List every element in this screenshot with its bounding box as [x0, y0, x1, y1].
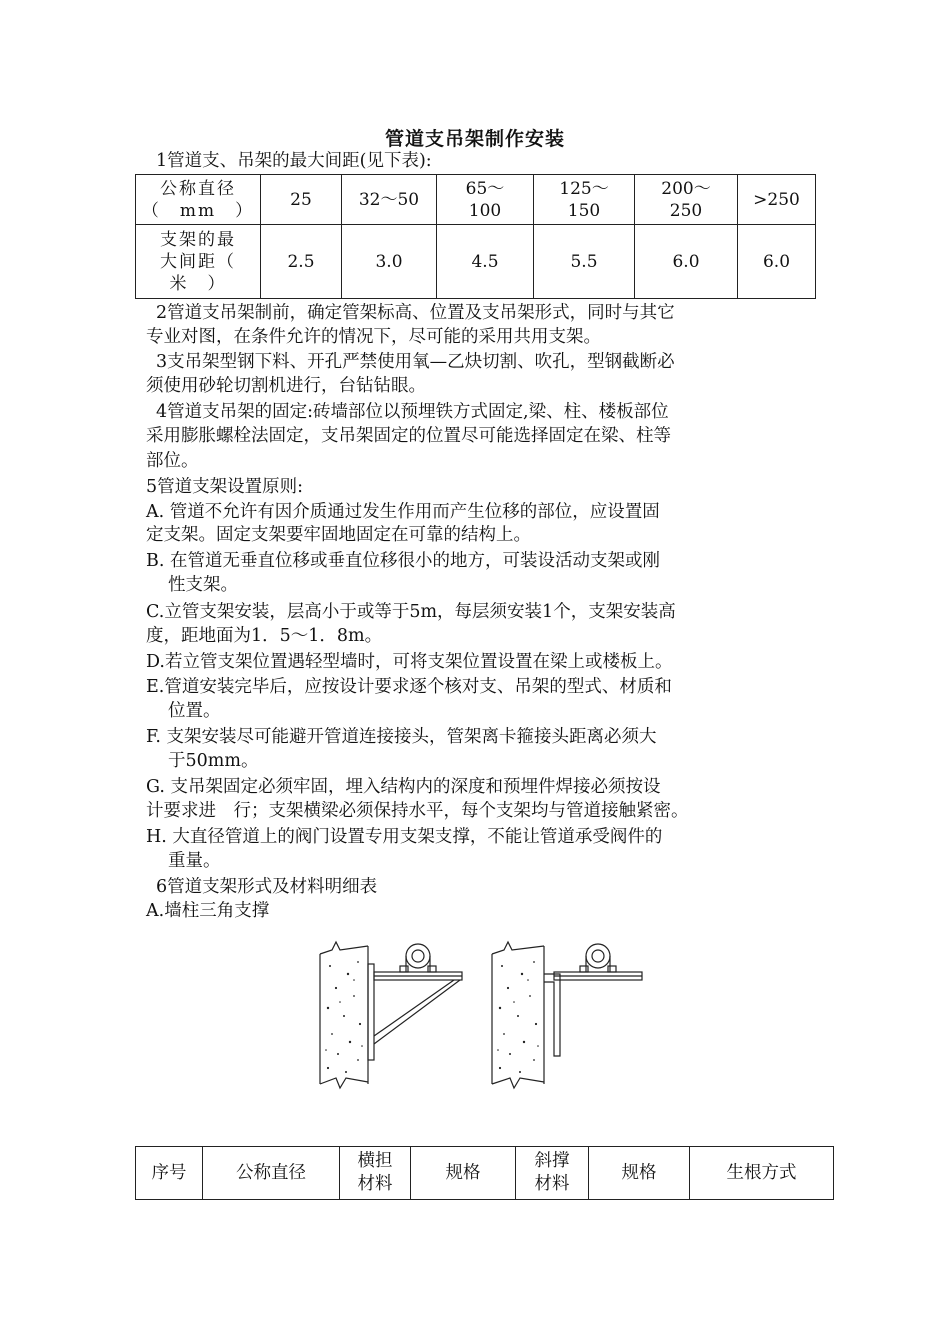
- diameter-value: 250: [669, 200, 703, 221]
- item-e-line: E.管道安装完毕后，应按设计要求逐个核对支、吊架的型式、材质和: [146, 677, 672, 697]
- section6-heading: 6管道支架形式及材料明细表: [156, 877, 378, 897]
- diameter-label-cell: [136, 175, 261, 225]
- material-table: [135, 1146, 834, 1200]
- item-g-line: 计要求进 行；支架横梁必须保持水平，每个支架均与管道接触紧密。: [146, 801, 689, 821]
- spacing-table-header-row: [136, 175, 816, 225]
- diameter-cell: [437, 175, 534, 225]
- material-header-text: 序号: [151, 1162, 187, 1183]
- material-header-text: 材料: [534, 1174, 570, 1194]
- material-header-text: 规格: [445, 1162, 481, 1183]
- section2-line: 专业对图，在条件允许的情况下，尽可能的采用共用支架。: [146, 327, 601, 347]
- item-g-line: G. 支吊架固定必须牢固，埋入结构内的深度和预埋件焊接必须按设: [146, 777, 661, 797]
- material-header-cell: [589, 1147, 690, 1200]
- item-f-line: F. 支架安装尽可能避开管道连接接头，管架离卡箍接头距离必须大: [146, 727, 657, 747]
- spacing-table-value-row: [136, 225, 816, 299]
- material-header-text: 规格: [621, 1162, 657, 1183]
- diameter-label-line: 公称直径: [160, 178, 236, 199]
- diameter-value: 200～: [661, 178, 711, 199]
- item-d-line: D.若立管支架位置遇轻型墙时，可将支架位置设置在梁上或楼板上。: [146, 652, 673, 672]
- item-c-line: 度，距地面为1．5～1．8m。: [146, 626, 383, 646]
- diameter-value: 25: [290, 189, 312, 210]
- diameter-value: >250: [753, 189, 800, 210]
- diameter-cell: [635, 175, 738, 225]
- spacing-label-line: 支架的最: [160, 229, 236, 250]
- material-header-text: 公称直径: [236, 1162, 306, 1183]
- item-f-line: 于50mm。: [168, 751, 259, 771]
- item-h-line: 重量。: [168, 851, 221, 871]
- spacing-value: 3.0: [342, 225, 437, 299]
- material-header-text: 横担: [357, 1151, 393, 1171]
- diameter-cell: [738, 175, 816, 225]
- material-header-cell: [203, 1147, 340, 1200]
- material-header-cell: [136, 1147, 203, 1200]
- section4-line: 部位。: [146, 451, 199, 471]
- material-header-cell: [411, 1147, 516, 1200]
- diameter-cell: [534, 175, 635, 225]
- diameter-label-line: （ mm ）: [141, 200, 255, 221]
- item-b-line: B. 在管道无垂直位移或垂直位移很小的地方，可装设活动支架或刚: [146, 551, 660, 571]
- right-bracket-drawing: [492, 942, 642, 1088]
- diameter-value: 100: [468, 200, 502, 221]
- diameter-cell: [261, 175, 342, 225]
- spacing-value: 2.5: [261, 225, 342, 299]
- section4-line: 4管道支吊架的固定:砖墙部位以预埋铁方式固定,梁、柱、楼板部位: [156, 402, 669, 422]
- section1-heading: 1管道支、吊架的最大间距(见下表):: [156, 151, 432, 171]
- spacing-value: 5.5: [534, 225, 635, 299]
- item-h-line: H. 大直径管道上的阀门设置专用支架支撑，不能让管道承受阀件的: [146, 827, 663, 847]
- spacing-label-cell: [136, 225, 261, 299]
- section4-line: 采用膨胀螺栓法固定，支吊架固定的位置尽可能选择固定在梁、柱等: [146, 426, 671, 446]
- item-a-line: 定支架。固定支架要牢固地固定在可靠的结构上。: [146, 525, 531, 545]
- item-c-line: C.立管支架安装，层高小于或等于5m，每层须安装1个，支架安装高: [146, 602, 676, 622]
- section5-heading: 5管道支架设置原则:: [146, 477, 304, 497]
- section3-line: 3支吊架型钢下料、开孔严禁使用氧—乙炔切割、吹孔，型钢截断必: [156, 352, 675, 372]
- item-b-line: 性支架。: [168, 575, 238, 595]
- page-title: 管道支吊架制作安装: [384, 128, 565, 150]
- section2-line: 2管道支吊架制前，确定管架标高、位置及支吊架形式，同时与其它: [156, 303, 675, 323]
- material-header-text: 生根方式: [726, 1162, 797, 1183]
- left-bracket-drawing: [320, 942, 462, 1088]
- diameter-value: 65～: [465, 178, 505, 199]
- material-header-cell: [690, 1147, 834, 1200]
- material-header-text: 斜撑: [534, 1151, 570, 1171]
- section3-line: 须使用砂轮切割机进行，台钻钻眼。: [146, 376, 426, 396]
- material-header-text: 材料: [357, 1174, 393, 1194]
- material-header-cell: [340, 1147, 411, 1200]
- spacing-label-line: 大间距（: [160, 251, 236, 272]
- diameter-cell: [342, 175, 437, 225]
- bracket-drawing: [292, 936, 672, 1096]
- item-e-line: 位置。: [168, 701, 221, 721]
- material-header-cell: [516, 1147, 589, 1200]
- diameter-value: 32～50: [358, 189, 420, 210]
- spacing-label-line: 米 ）: [169, 273, 227, 294]
- spacing-table: [135, 174, 816, 299]
- sub-a-heading: A.墙柱三角支撑: [146, 901, 270, 921]
- spacing-value: 6.0: [635, 225, 738, 299]
- diameter-value: 150: [567, 200, 601, 221]
- material-table-header-row: [136, 1147, 834, 1200]
- spacing-value: 4.5: [437, 225, 534, 299]
- spacing-value: 6.0: [738, 225, 816, 299]
- item-a-line: A. 管道不允许有因介质通过发生作用而产生位移的部位，应设置固: [146, 502, 660, 522]
- diameter-value: 125～: [559, 178, 609, 199]
